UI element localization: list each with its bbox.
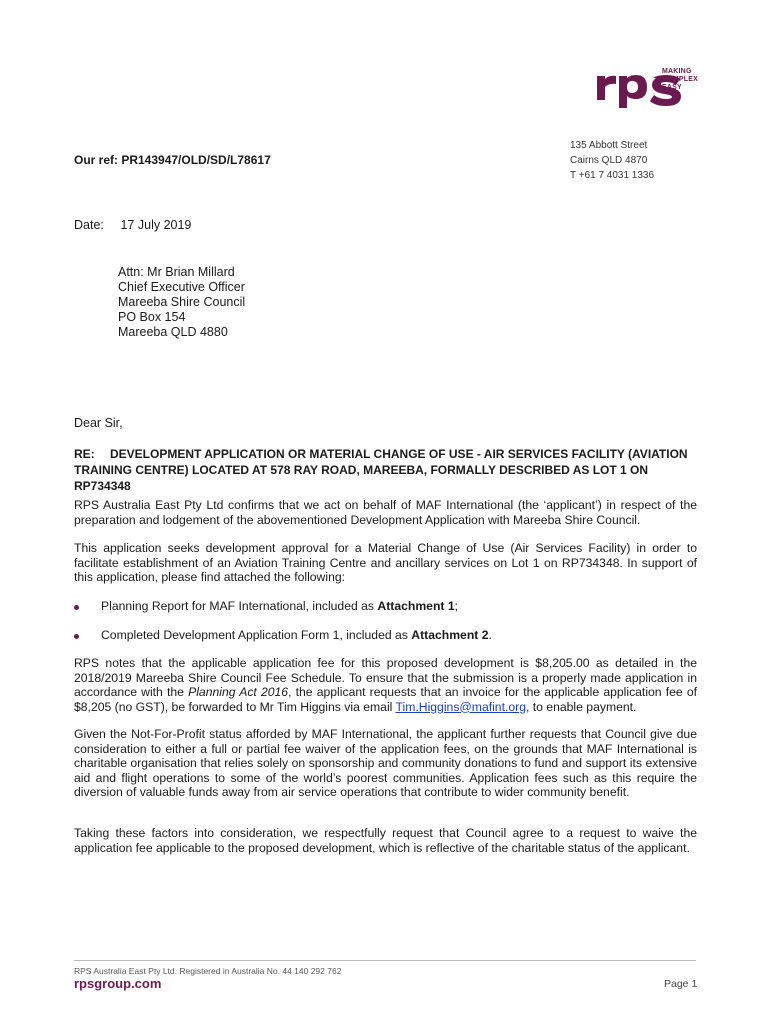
subject-line	[74, 446, 696, 494]
bullet-icon	[74, 634, 79, 639]
salutation: Dear Sir,	[74, 416, 123, 430]
re-label: RE:	[74, 447, 95, 461]
logo-tagline: MAKING COMPLEX EASY	[662, 68, 699, 91]
page-number: Page 1	[664, 978, 698, 990]
paragraph-1: RPS Australia East Pty Ltd confirms that we act on behalf of MAF International (the ‘applicant’) in respect of the preparation and lodgement of the abovementioned Development Application with Mareeba Shire Council.	[74, 498, 697, 527]
paragraph-4: Given the Not-For-Profit status afforded by MAF International, the applicant further requests that Council give due consideration to either a full or partial fee waiver of the application fees, on the grounds that MAF International is charitable organisation that relies solely on sponsorship and community donations to fund and support its extensive aid and flight operations to some of the world’s poorest communities. Application fees such as this require the diversion of valuable funds away from air service operations that contribute to wider community benefit.	[74, 727, 697, 799]
address-street: 135 Abbott Street	[570, 140, 648, 151]
address-phone: T +61 7 4031 1336	[570, 170, 655, 181]
recipient-attn: Attn: Mr Brian Millard	[118, 265, 235, 279]
paragraph-2: This application seeks development approval for a Material Change of Use (Air Services Facility) in order to facilitate establishment of an Aviation Training Centre and ancillary services on Lot 1 on RP734348. In support of this application, please find attached the following:	[74, 541, 697, 584]
paragraph-3: RPS notes that the applicable application fee for this proposed development is $8,205.00 as detailed in the 2018/2019 Mareeba Shire Council Fee Schedule. To ensure that the submission is a properly made application in accordance with the Planning Act 2016, the applicant requests that an invoice for the applicable application fee of $8,205 (no GST), be forwarded to Mr Tim Higgins via email Tim.Higgins@mafint.org, to enable payment.	[74, 656, 697, 714]
date-label: Date:	[74, 218, 104, 232]
footer-website-link[interactable]: rpsgroup.com	[74, 976, 162, 991]
address-city: Cairns QLD 4870	[570, 155, 648, 166]
recipient-po-box: PO Box 154	[118, 310, 186, 324]
footer-divider	[74, 960, 696, 961]
footer-registration: RPS Australia East Pty Ltd. Registered in Australia No. 44 140 292 762	[74, 966, 342, 976]
attachment-1-label: Attachment 1	[377, 599, 455, 613]
planning-act-title: Planning Act 2016	[188, 685, 289, 699]
sender-address	[570, 138, 654, 183]
email-link[interactable]: Tim.Higgins@mafint.org	[395, 699, 526, 714]
attachment-2-label: Attachment 2	[411, 628, 489, 642]
our-reference: Our ref: PR143947/OLD/SD/L78617	[74, 153, 271, 167]
date-value: 17 July 2019	[120, 218, 192, 232]
recipient-city: Mareeba QLD 4880	[118, 325, 228, 339]
paragraph-5: Taking these factors into consideration, we respectfully request that Council agree to a request to waive the application fee applicable to the proposed development, which is reflective of the charitable status of the applicant.	[74, 826, 697, 855]
recipient-org: Mareeba Shire Council	[118, 295, 246, 309]
recipient-title: Chief Executive Officer	[118, 280, 245, 294]
recipient-address	[118, 265, 245, 340]
bullet-icon	[74, 605, 79, 610]
re-text: DEVELOPMENT APPLICATION OR MATERIAL CHANGE OF USE - AIR SERVICES FACILITY (AVIATION TRAINING CENTRE) LOCATED AT 578 RAY ROAD, MAREEBA, FORMALLY DESCRIBED AS LOT 1 ON RP734348	[74, 447, 688, 493]
letter-date	[74, 218, 191, 232]
